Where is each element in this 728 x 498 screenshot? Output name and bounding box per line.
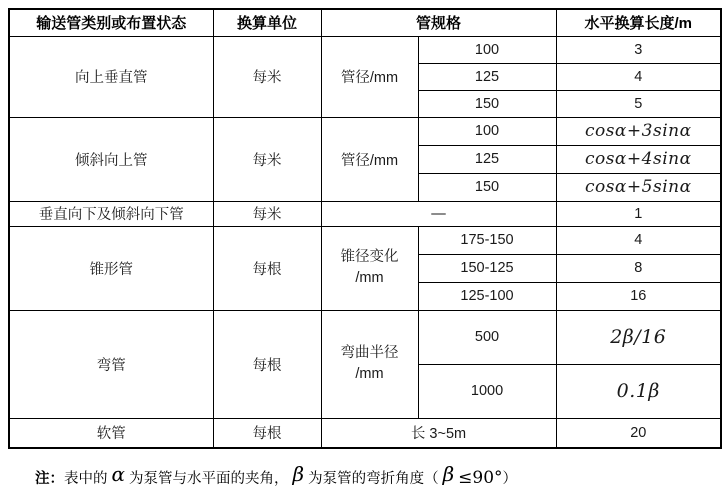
cell-category-down: 垂直向下及倾斜向下管 xyxy=(9,201,213,226)
cell-length-value: 8 xyxy=(556,254,721,282)
beta-symbol: β xyxy=(442,462,455,486)
cell-unit: 每根 xyxy=(213,310,321,418)
cell-spec-label-line1: 锥径变化 xyxy=(340,248,399,265)
cell-spec-label xyxy=(321,310,418,418)
cell-spec-value: 150 xyxy=(418,90,556,117)
footnote-condition: ≤90° xyxy=(458,468,503,488)
footnote-text: 为泵管的弯折角度（ xyxy=(308,471,439,487)
cell-spec-label-line2: /mm xyxy=(355,366,384,382)
header-length: 水平换算长度/m xyxy=(556,9,721,36)
cell-unit: 每米 xyxy=(213,36,321,117)
footnote-prefix: 注： xyxy=(35,471,64,487)
table-row xyxy=(9,418,721,448)
table-row xyxy=(9,201,721,226)
header-row xyxy=(9,9,721,36)
cell-formula-value: cosα+5sinα xyxy=(556,173,721,201)
cell-unit: 每根 xyxy=(213,226,321,310)
table-row xyxy=(9,226,721,254)
cell-length-value: 4 xyxy=(556,226,721,254)
cell-spec-value: 1000 xyxy=(418,364,556,418)
header-spec: 管规格 xyxy=(321,9,556,36)
footnote-text: 表中的 xyxy=(64,471,108,487)
table-row xyxy=(9,117,721,145)
cell-spec-label: 管径/mm xyxy=(321,117,418,201)
cell-spec-value: 125 xyxy=(418,63,556,90)
cell-unit: 每米 xyxy=(213,201,321,226)
footnote-text: ） xyxy=(502,471,518,487)
header-category: 输送管类别或布置状态 xyxy=(9,9,213,36)
cell-spec-value: 150-125 xyxy=(418,254,556,282)
alpha-symbol: α xyxy=(111,462,126,486)
cell-spec-label xyxy=(321,226,418,310)
cell-spec-value: 150 xyxy=(418,173,556,201)
cell-spec-value: 125-100 xyxy=(418,282,556,310)
cell-formula-value: cosα+3sinα xyxy=(556,117,721,145)
cell-formula-value: 2β/16 xyxy=(556,310,721,364)
cell-spec-label: 管径/mm xyxy=(321,36,418,117)
cell-spec-value: 500 xyxy=(418,310,556,364)
cell-length-value: 3 xyxy=(556,36,721,63)
cell-category-inclined-up: 倾斜向上管 xyxy=(9,117,213,201)
cell-unit: 每米 xyxy=(213,117,321,201)
cell-category-hose: 软管 xyxy=(9,418,213,448)
cell-spec-merged: 长 3~5m xyxy=(321,418,556,448)
cell-formula-value: 0.1β xyxy=(556,364,721,418)
cell-length-value: 16 xyxy=(556,282,721,310)
cell-length-value: 4 xyxy=(556,63,721,90)
beta-symbol: β xyxy=(292,462,305,486)
cell-unit: 每根 xyxy=(213,418,321,448)
cell-category-up-vertical: 向上垂直管 xyxy=(9,36,213,117)
cell-length-value: 20 xyxy=(556,418,721,448)
cell-spec-label-line1: 弯曲半径 xyxy=(340,344,399,361)
cell-spec-value: 100 xyxy=(418,117,556,145)
header-unit: 换算单位 xyxy=(213,9,321,36)
table-row xyxy=(9,36,721,63)
cell-spec-value: 100 xyxy=(418,36,556,63)
footnote xyxy=(35,462,517,488)
cell-category-conical: 锥形管 xyxy=(9,226,213,310)
table-row xyxy=(9,310,721,364)
cell-spec-label-line2: /mm xyxy=(355,270,384,286)
footnote-text: 为泵管与水平面的夹角， xyxy=(129,471,289,487)
cell-formula-value: cosα+4sinα xyxy=(556,145,721,173)
cell-spec-value: 125 xyxy=(418,145,556,173)
cell-spec-merged: — xyxy=(321,201,556,226)
cell-length-value: 5 xyxy=(556,90,721,117)
pipe-conversion-table xyxy=(8,8,722,449)
cell-category-bend: 弯管 xyxy=(9,310,213,418)
cell-length-value: 1 xyxy=(556,201,721,226)
cell-spec-value: 175-150 xyxy=(418,226,556,254)
